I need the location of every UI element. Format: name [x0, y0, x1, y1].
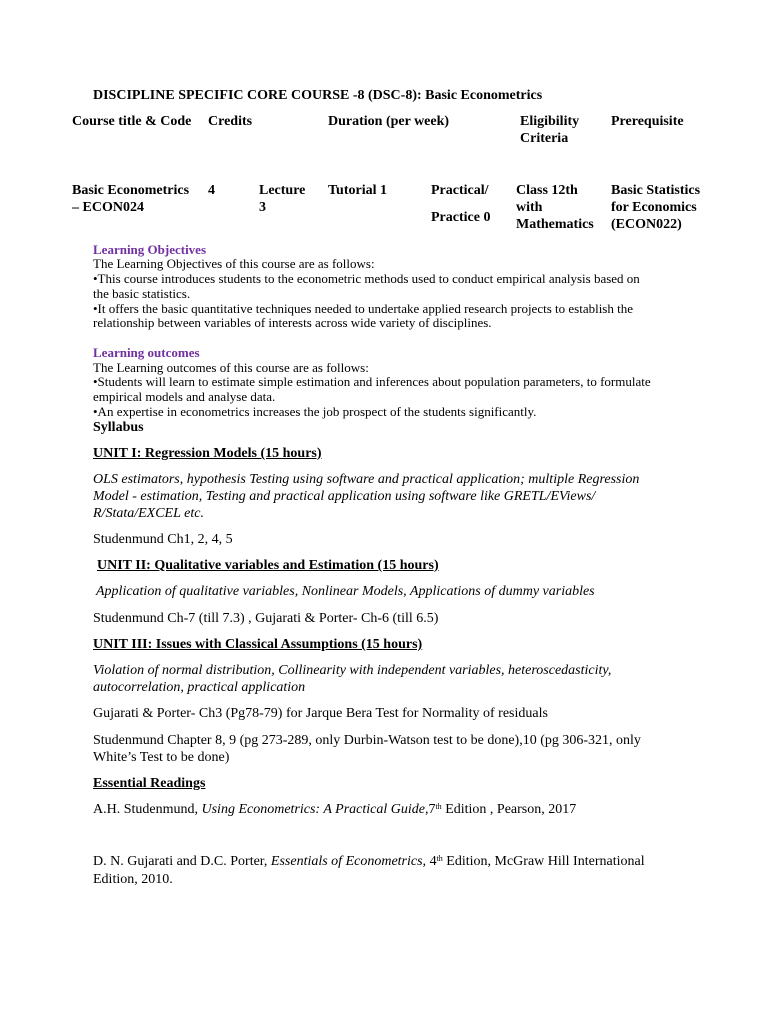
objectives-line: •This course introduces students to the econometric methods used to conduct empirical analysis based on	[93, 271, 640, 286]
reading-item	[93, 853, 645, 870]
cell-practical-2: Practice 0	[431, 210, 491, 225]
unit-3-ref: Gujarati & Porter- Ch3 (Pg78-79) for Jarque Bera Test for Normality of residuals	[93, 706, 548, 721]
unit-3-title: UNIT III: Issues with Classical Assumptions (15 hours)	[93, 637, 423, 652]
objectives-line: •It offers the basic quantitative techniques needed to undertake applied research projects to establish the	[93, 301, 634, 316]
outcomes-heading: Learning outcomes	[93, 345, 200, 360]
reading-title: Essentials of Econometrics,	[270, 854, 427, 869]
reading-edition: 7	[428, 802, 436, 817]
objectives-line: The Learning Objectives of this course are as follows:	[93, 256, 375, 271]
header-duration: Duration (per week)	[328, 114, 450, 129]
reading-item-continued: Edition, 2010.	[93, 872, 173, 887]
outcomes-line: The Learning outcomes of this course are as follows:	[93, 360, 369, 375]
header-eligibility-1: Eligibility	[520, 114, 580, 129]
cell-course-2: – ECON024	[72, 200, 144, 215]
cell-lecture-2: 3	[259, 200, 266, 215]
syllabus-heading: Syllabus	[93, 420, 144, 435]
cell-tutorial: Tutorial 1	[328, 183, 387, 198]
reading-author: D. N. Gujarati and D.C. Porter,	[93, 854, 271, 869]
unit-3-ref: White’s Test to be done)	[93, 750, 230, 765]
cell-prereq-2: for Economics	[611, 200, 697, 215]
reading-item	[93, 801, 576, 818]
cell-lecture-1: Lecture	[259, 183, 306, 198]
reading-title: Using Econometrics: A Practical Guide,	[201, 802, 429, 817]
objectives-line: the basic statistics.	[93, 286, 191, 301]
cell-eligibility-1: Class 12th	[516, 183, 578, 198]
unit-3-ref: Studenmund Chapter 8, 9 (pg 273-289, only Durbin-Watson test to be done),10 (pg 306-321, only	[93, 733, 641, 748]
reading-edition: 4	[426, 854, 437, 869]
cell-eligibility-3: Mathematics	[516, 217, 594, 232]
objectives-heading: Learning Objectives	[93, 242, 207, 257]
unit-3-desc: autocorrelation, practical application	[93, 680, 306, 695]
header-eligibility-2: Criteria	[520, 131, 569, 146]
objectives-line: relationship between variables of interests across wide variety of disciplines.	[93, 315, 492, 330]
unit-1-desc: R/Stata/EXCEL etc.	[93, 506, 204, 521]
outcomes-line: •Students will learn to estimate simple estimation and inferences about population parameters, to formulate	[93, 374, 651, 389]
unit-1-title: UNIT I: Regression Models (15 hours)	[93, 446, 322, 461]
unit-1-desc: Model - estimation, Testing and practical application using software like GRETL/EViews/	[93, 489, 596, 504]
unit-2-ref: Studenmund Ch-7 (till 7.3) , Gujarati & Porter- Ch-6 (till 6.5)	[93, 611, 439, 626]
cell-prereq-3: (ECON022)	[611, 217, 682, 232]
reading-publisher: Edition , Pearson, 2017	[441, 802, 577, 817]
reading-publisher: Edition, McGraw Hill International	[442, 854, 645, 869]
cell-credits: 4	[208, 183, 215, 198]
cell-eligibility-2: with	[516, 200, 543, 215]
reading-edition-sup: th	[435, 802, 442, 811]
header-credits: Credits	[208, 114, 253, 129]
cell-prereq-1: Basic Statistics	[611, 183, 701, 198]
unit-2-desc: Application of qualitative variables, Nonlinear Models, Applications of dummy variables	[96, 584, 595, 599]
readings-heading: Essential Readings	[93, 776, 206, 791]
unit-1-ref: Studenmund Ch1, 2, 4, 5	[93, 532, 233, 547]
header-course: Course title & Code	[72, 114, 192, 129]
unit-2-title: UNIT II: Qualitative variables and Estimation (15 hours)	[97, 558, 439, 573]
outcomes-line: empirical models and analyse data.	[93, 389, 276, 404]
page-title: DISCIPLINE SPECIFIC CORE COURSE -8 (DSC-8): Basic Econometrics	[93, 88, 543, 103]
reading-edition-sup: th	[436, 854, 443, 863]
reading-author: A.H. Studenmund,	[93, 802, 202, 817]
cell-practical-1: Practical/	[431, 183, 489, 198]
outcomes-line: •An expertise in econometrics increases the job prospect of the students significantly.	[93, 404, 537, 419]
header-prerequisite: Prerequisite	[611, 114, 684, 129]
cell-course-1: Basic Econometrics	[72, 183, 190, 198]
unit-3-desc: Violation of normal distribution, Collinearity with independent variables, heteroscedasticity,	[93, 663, 612, 678]
unit-1-desc: OLS estimators, hypothesis Testing using software and practical application; multiple Regression	[93, 472, 640, 487]
